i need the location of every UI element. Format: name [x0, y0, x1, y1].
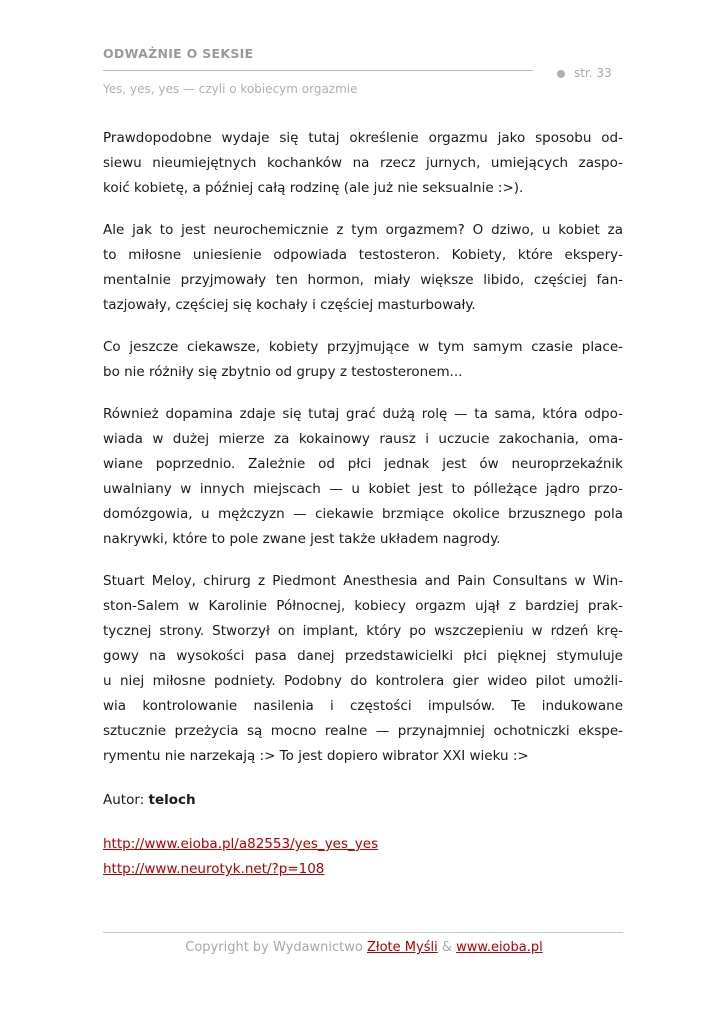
text-line: Również dopamina zdaje się tutaj grać dużą rolę — ta sama, która odpo- — [103, 406, 623, 422]
article-body — [103, 126, 623, 882]
source-link-eioba[interactable]: http://www.eioba.pl/a82553/yes_yes_yes — [103, 836, 379, 852]
text-line: nakrywki, które to pole zwane jest także układem nagrody. — [103, 531, 501, 547]
text-line: to miłosne uniesienie odpowiada testosteron. Kobiety, które eksperу- — [103, 247, 623, 263]
text-line: ston-Salem w Karolinie Północnej, kobiecy orgazm ujął z bardziej prak- — [103, 598, 623, 614]
text-line: Prawdopodobne wydaje się tutaj określenie orgazmu jako sposobu od- — [103, 130, 623, 146]
paragraph — [103, 569, 623, 769]
text-line: bo nie różniły się zbytnio od grupy z testosteronem... — [103, 364, 463, 380]
text-line: sztucznie przeżycia są mocno realne — przynajmniej ochotniczki ekspe- — [103, 723, 623, 739]
header-title: ODWAŻNIE O SEKSIE — [103, 46, 254, 61]
text-line: rymentu nie narzekają :> To jest dopiero wibrator XXI wieku :> — [103, 748, 529, 764]
text-line: wiane poprzednio. Zależnie od płci jednak jest ów neuroprzekaźnik — [103, 456, 623, 472]
text-line: domózgowia, u mężczyzn — ciekawie brzmiące okolice brzusznego pola — [103, 506, 623, 522]
text-line: tazjowały, częściej się kochały i częściej masturbowały. — [103, 297, 476, 313]
footer-ampersand: & — [441, 940, 452, 955]
paragraph — [103, 126, 623, 201]
paragraph — [103, 218, 623, 318]
text-line: Stuart Meloy, chirurg z Piedmont Anesthesia and Pain Consultans w Win- — [103, 573, 623, 589]
text-line: Co jeszcze ciekawsze, kobiety przyjmujące w tym samym czasie place- — [103, 339, 623, 355]
header-subtitle: Yes, yes, yes — czyli o kobiecym orgazmie — [103, 82, 358, 96]
page-number: str. 33 — [574, 66, 612, 80]
author-line — [103, 788, 623, 813]
text-line: tycznej strony. Stworzył on implant, który po wszczepieniu w rdzeń krę- — [103, 623, 623, 639]
text-line: wiada w dużej mierze za kokainowy rausz i uczucie zakochania, oma- — [103, 431, 623, 447]
text-line: Ale jak to jest neurochemicznie z tym orgazmem? O dziwo, u kobiet za — [103, 222, 623, 238]
publisher-link[interactable]: Złote Myśli — [367, 940, 438, 955]
source-link-neurotyk[interactable]: http://www.neurotyk.net/?p=108 — [103, 861, 325, 877]
header-rule — [103, 70, 533, 71]
author-label: Autor: — [103, 792, 145, 808]
bullet-icon — [557, 70, 565, 78]
footer — [0, 940, 728, 955]
text-line: mentalnie przyjmowały ten hormon, miały większe libido, częściej fan- — [103, 272, 623, 288]
source-links — [103, 832, 623, 882]
paragraph — [103, 335, 623, 385]
text-line: uwalniany w innych miejscach — u kobiet jest to pólleżące jądro przo- — [103, 481, 623, 497]
text-line: koić kobietę, a później całą rodzinę (ale już nie seksualnie :>). — [103, 180, 524, 196]
paragraph — [103, 402, 623, 552]
footer-rule — [103, 932, 623, 933]
text-line: wia kontrolowanie nasilenia i częstości impulsów. Te indukowane — [103, 698, 623, 714]
site-link[interactable]: www.eioba.pl — [456, 940, 543, 955]
text-line: gowy na wysokości pasa danej przedstawicielki płci pięknej stymuluje — [103, 648, 623, 664]
footer-copyright: Copyright by Wydawnictwo — [185, 940, 363, 955]
text-line: u niej miłosne podniety. Podobny do kontrolera gier wideo pilot umożli- — [103, 673, 623, 689]
text-line: siewu nieumiejętnych kochanków na rzecz jurnych, umiejących zaspo- — [103, 155, 623, 171]
author-name: teloch — [148, 792, 196, 808]
